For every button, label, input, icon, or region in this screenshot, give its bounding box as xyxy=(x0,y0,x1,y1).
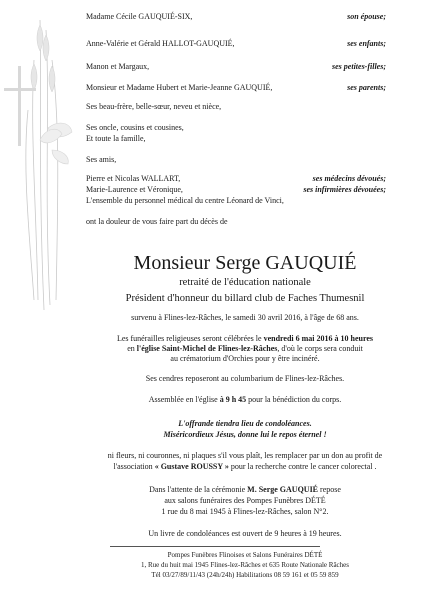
condolence-register: Un livre de condoléances est ouvert de 9 heures à 19 heures. xyxy=(148,529,342,538)
death-notice: survenu à Flines-lez-Râches, le samedi 30 avril 2016, à l'âge de 68 ans. xyxy=(131,313,359,322)
footer-divider xyxy=(110,546,320,547)
funeral-line-3: au crématorium d'Orchies pour y être incinéré. xyxy=(170,354,320,363)
wake-line-1: Dans l'attente de la cérémonie M. Serge GAUQUIÉ repose xyxy=(149,485,341,494)
deceased-occupation: retraité de l'éducation nationale xyxy=(179,277,311,288)
funeral-home-phone: Tél 03/27/89/11/43 (24h/24h) Habilitations 08 59 161 et 05 59 859 xyxy=(151,571,339,579)
flowers-notice-1: ni fleurs, ni couronnes, ni plaques s'il vous plaît, les remplacer par un don au profit de xyxy=(107,451,383,460)
funeral-line-2: en l'église Saint-Michel de Flines-lez-Râches, d'où le corps sera conduit xyxy=(127,344,363,353)
prayer-quote: Miséricordieux Jésus, donne lui le repos éternel ! xyxy=(163,430,327,439)
deceased-title: Président d'honneur du billard club de Faches Thumesnil xyxy=(125,293,365,304)
flowers-notice-2: l'association « Gustave ROUSSY » pour la recherche contre le cancer colorectal . xyxy=(113,462,377,471)
obituary-page: Madame Cécile GAUQUIÉ-SIX, son épouse; Anne-Valérie et Gérald HALLOT-GAUQUIÉ, ses enfants; Manon et Margaux, ses petites-filles; Monsieur et Madame Hubert et Marie-Jeanne GAUQUIÉ, ses parents; Ses beau-frère, belle-sœur, neveu et nièce, Ses oncle, cousins et cousines, Et toute la famille, Ses amis, Pierre et Nicolas WALLART, ses médecins dévoués; Marie-Laurence et Véronique, ses infirmières dévouées; L'ensemble du personnel médical du centre Léonard de Vinci, ont la douleur de vous faire part du décès de Monsieur Serge GAUQUIÉ retraité de l'éducation nationale Président d'honneur du billard club de Faches Thumesnil survenu à Flines-lez-Râches, le samedi 30 avril 2016, à l'âge de 68 ans. Les funérailles religieuses seront célébrées le vendredi 6 mai 2016 à 10 heures en l'église Saint-Michel de Flines-lez-Râches, d'où le corps sera conduit au crématorium d'Orchies pour y être incinéré. Ses cendres reposeront au columbarium de Flines-lez-Râches. Assemblée en l'église à 9 h 45 pour la bénédiction du corps. L'offrande tiendra lieu de condoléances. Miséricordieux Jésus, donne lui le repos éternel ! ni fleurs, ni couronnes, ni plaques s'il vous plaît, les remplacer par un don au profit de l'association « Gustave ROUSSY » pour la recherche contre le cancer colorectal . Dans l'attente de la cérémonie M. Serge GAUQUIÉ repose aux salons funéraires des Pompes Funèbres DÉTÉ 1 rue du 8 mai 1945 à Flines-lez-Râches, salon N°2. Un livre de condoléances est ouvert de 9 heures à 19 heures. Pompes Funèbres Flinoises et Salons Funéraires DÉTÉ 1, Rue du huit mai 1945 Flines-lez-Râches et 635 Route Nationale Râches Tél 03/27/89/11/43 (24h/24h) Habilitations 08 59 161 et 05 59 859 xyxy=(0,0,426,598)
funeral-home-address: 1, Rue du huit mai 1945 Flines-lez-Râches et 635 Route Nationale Râches xyxy=(140,561,349,569)
assembly-notice: Assemblée en l'église à 9 h 45 pour la bénédiction du corps. xyxy=(148,395,342,404)
wake-line-2: aux salons funéraires des Pompes Funèbres DÉTÉ xyxy=(164,496,326,505)
ashes-notice: Ses cendres reposeront au columbarium de Flines-lez-Râches. xyxy=(145,374,345,383)
cross-lily-decoration xyxy=(0,0,80,330)
funeral-home-name: Pompes Funèbres Flinoises et Salons Funéraires DÉTÉ xyxy=(167,551,323,559)
funeral-line-1: Les funérailles religieuses seront célébrées le vendredi 6 mai 2016 à 10 heures xyxy=(116,334,374,343)
deceased-name: Monsieur Serge GAUQUIÉ xyxy=(133,252,357,274)
offering-quote: L'offrande tiendra lieu de condoléances. xyxy=(178,419,312,428)
wake-line-3: 1 rue du 8 mai 1945 à Flines-lez-Râches, salon N°2. xyxy=(161,507,329,516)
